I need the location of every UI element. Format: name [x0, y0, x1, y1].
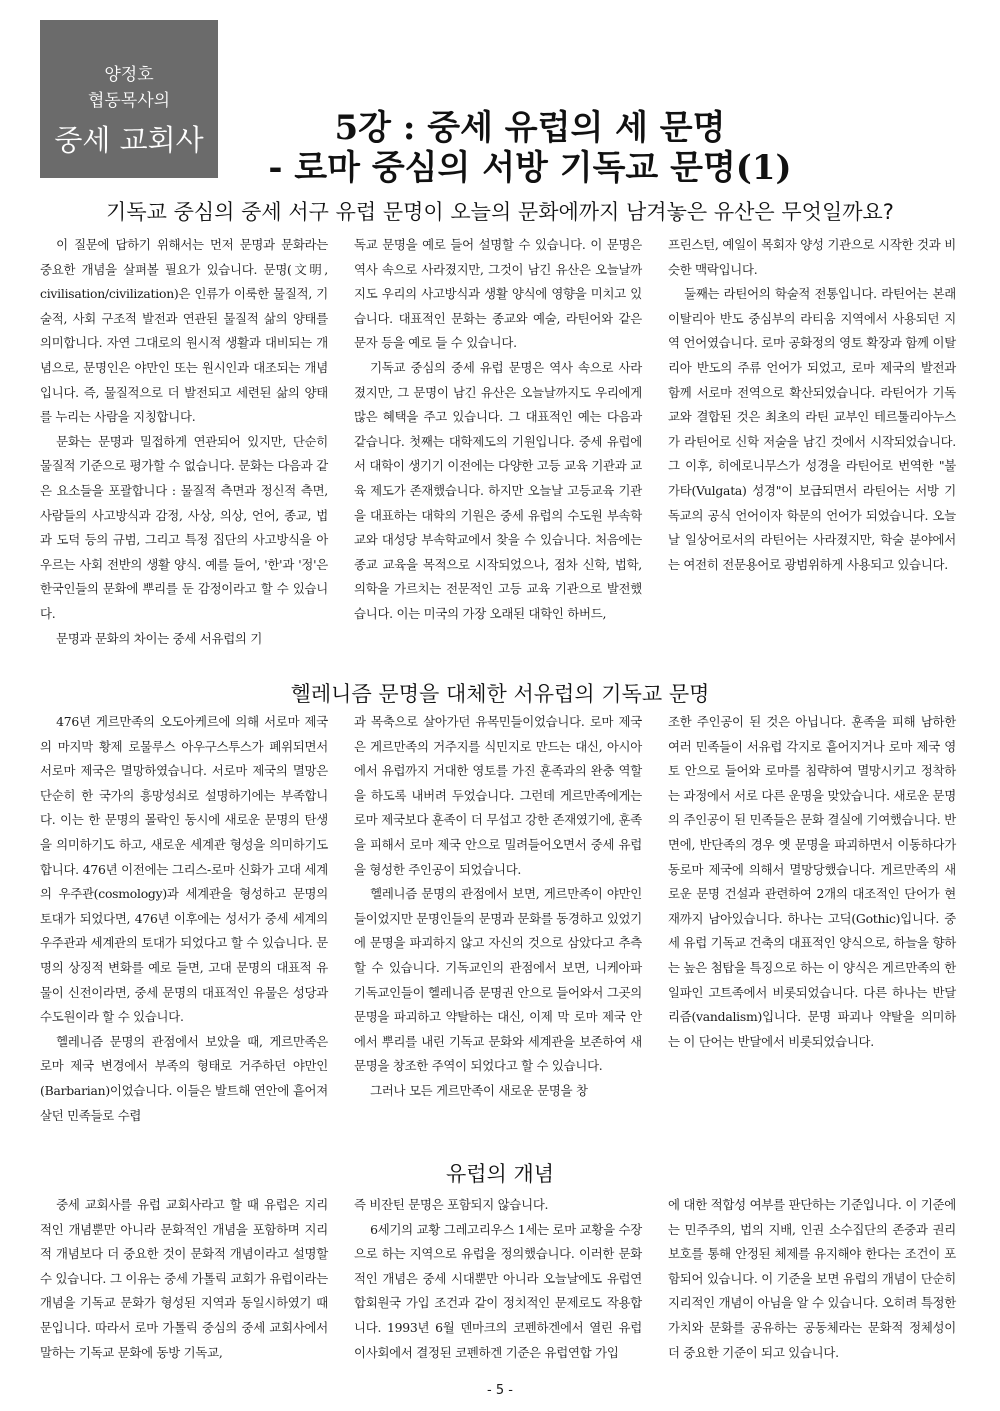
- section1-column2: [354, 233, 642, 627]
- page-number: - 5 -: [487, 1383, 513, 1398]
- article-title-line1: 5강 : 중세 유럽의 세 문명: [334, 108, 726, 148]
- paragraph: 둘째는 라틴어의 학술적 전통입니다. 라틴어는 본래 이탈리아 반도 중심부의 라티움 지역에서 사용되던 지역 언어였습니다. 로마 공화정의 영토 확장과 함께 이탈리아 반도의 주류 언어가 되었고, 로마 제국의 발전과 함께 서로마 전역으로 확산되었습니다. 라틴어가 기독교와 결합된 것은 최초의 라틴 교부인 테르툴리아누스가 라틴어로 신학 저술을 남긴 것에서 시작되었습니다. 그 이후, 히에로니무스가 성경을 라틴어로 번역한 "불가타(Vulgata) 성경"이 보급되면서 라틴어는 서방 기독교의 공식 언어이자 학문의 언어가 되었습니다. 오늘날 일상어로서의 라틴어는 사라졌지만, 학술 분야에서는 여전히 전문용어로 광범위하게 사용되고 있습니다.: [668, 286, 956, 572]
- author-name: 양정호: [104, 65, 154, 85]
- series-badge: [40, 20, 218, 178]
- section1-column3: [668, 233, 956, 577]
- section2-column3: [668, 710, 956, 1054]
- section3-column1: [40, 1193, 328, 1365]
- paragraph: 문화는 문명과 밀접하게 연관되어 있지만, 단순히 물질적 기준으로 평가할 수 없습니다. 문화는 다음과 같은 요소들을 포괄합니다 : 물질적 측면과 정신적 측면, 사람들의 사고방식과 감정, 사상, 의상, 언어, 종교, 법과 도덕 등의 규범, 그리고 특정 집단의 사고방식을 아우르는 사회 전반의 생활 양식. 예를 들어, '한'과 '정'은 한국인들의 문화에 뿌리를 둔 감정이라고 할 수 있습니다.: [40, 433, 328, 621]
- section3-column3: [668, 1193, 956, 1365]
- paragraph: 독교 문명을 예로 들어 설명할 수 있습니다. 이 문명은 역사 속으로 사라졌지만, 그것이 남긴 유산은 오늘날까지도 우리의 사고방식과 생활 양식에 영향을 미치고 있습니다. 대표적인 문화는 종교와 예술, 라틴어와 같은 문자 등을 예로 들 수 있습니다.: [354, 237, 642, 351]
- article-title-line2: - 로마 중심의 서방 기독교 문명(1): [268, 148, 792, 188]
- paragraph: 기독교 중심의 중세 유럽 문명은 역사 속으로 사라졌지만, 그 문명이 남긴 유산은 오늘날까지도 우리에게 많은 혜택을 주고 있습니다. 그 대표적인 예는 다음과 같습니다. 첫째는 대학제도의 기원입니다. 중세 유럽에서 대학이 생기기 이전에는 다양한 고등 교육 기관과 교육 제도가 존재했습니다. 하지만 오늘날 고등교육 기관을 대표하는 대학의 기원은 중세 유럽의 수도원 부속학교와 대성당 부속학교에서 찾을 수 있습니다. 처음에는 종교 교육을 목적으로 시작되었으나, 점차 신학, 법학, 의학을 가르치는 전문적인 고등 교육 기관으로 발전했습니다. 이는 미국의 가장 오래된 대학인 하버드,: [354, 359, 642, 621]
- paragraph: 즉 비잔틴 문명은 포함되지 않습니다.: [354, 1197, 549, 1212]
- paragraph: 프린스턴, 예일이 목회자 양성 기관으로 시작한 것과 비슷한 맥락입니다.: [668, 237, 956, 277]
- section2-column2: [354, 710, 642, 1104]
- paragraph: 6세기의 교황 그레고리우스 1세는 로마 교황을 수장으로 하는 지역으로 유럽을 정의했습니다. 이러한 문화적인 개념은 중세 시대뿐만 아니라 오늘날에도 유럽연합회원국 가입 조건과 같이 정치적인 문제로도 작용합니다. 1993년 6월 덴마크의 코펜하겐에서 열린 유럽 이사회에서 결정된 코펜하겐 기준은 유럽연합 가입: [354, 1221, 642, 1360]
- series-title: 중세 교회사: [54, 123, 204, 157]
- paragraph: 이 질문에 답하기 위해서는 먼저 문명과 문화라는 중요한 개념을 살펴볼 필요가 있습니다. 문명(文明, civilisation/civilization)은 인류가 이룩한 물질적, 기술적, 사회 구조적 발전과 연관된 물질적 삶의 양태를 의미합니다. 자연 그대로의 원시적 생활과 대비되는 개념으로, 문명인은 야만인 또는 원시인과 대조되는 개념입니다. 즉, 물질적으로 더 발전되고 세련된 삶의 양태를 누리는 사람을 지칭합니다.: [40, 237, 328, 425]
- paragraph: 헬레니즘 문명의 관점에서 보았을 때, 게르만족은 로마 제국 변경에서 부족의 형태로 거주하던 야만인(Barbarian)이었습니다. 이들은 발트해 연안에 흩어져 살던 민족들로 수렵: [40, 1033, 328, 1123]
- paragraph: 조한 주인공이 된 것은 아닙니다. 훈족을 피해 남하한 여러 민족들이 서유럽 각지로 흩어지거나 로마 제국 영토 안으로 들어와 로마를 침략하여 멸망시키고 정착하는 과정에서 서로 다른 운명을 맞았습니다. 새로운 문명의 주인공이 된 민족들은 문화 결실에 기여했습니다. 반면에, 반단족의 경우 옛 문명을 파괴하면서 이동하다가 동로마 제국에 의해서 멸망당했습니다. 게르만족의 새로운 문명 건설과 관련하여 2개의 대조적인 단어가 현재까지 남아있습니다. 하나는 고딕(Gothic)입니다. 중세 유럽 기독교 건축의 대표적인 양식으로, 하늘을 향하는 높은 첨탑을 특징으로 하는 이 양식은 게르만족의 한 일파인 고트족에서 비롯되었습니다. 다른 하나는 반달리즘(vandalism)입니다. 문명 파괴나 약탈을 의미하는 이 단어는 반달에서 비롯되었습니다.: [668, 714, 956, 1049]
- section3-column2: [354, 1193, 642, 1365]
- paragraph: 중세 교회사를 유럽 교회사라고 할 때 유럽은 지리적인 개념뿐만 아니라 문화적인 개념을 포함하며 지리적 개념보다 더 중요한 것이 문화적 개념이라고 설명할 수 있습니다. 그 이유는 중세 가톨릭 교회가 유럽이라는 개념을 기독교 문화가 형성된 지역과 동일시하였기 때문입니다. 따라서 로마 가톨릭 중심의 중세 교회사에서 말하는 기독교 문화에 동방 기독교,: [40, 1197, 328, 1360]
- paragraph: 헬레니즘 문명의 관점에서 보면, 게르만족이 야만인들이었지만 문명인들의 문명과 문화를 동경하고 있었기에 문명을 파괴하지 않고 자신의 것으로 삼았다고 추측할 수 있습니다. 기독교인의 관점에서 보면, 니케아파 기독교인들이 헬레니즘 문명권 안으로 들어와서 그곳의 문명을 파괴하고 약탈하는 대신, 이제 막 로마 제국 안에서 뿌리를 내린 기독교 문화와 세계관을 보존하여 새 문명을 창조한 주역이 되었다고 할 수 있습니다.: [354, 886, 642, 1074]
- paragraph: 에 대한 적합성 여부를 판단하는 기준입니다. 이 기준에는 민주주의, 법의 지배, 인권 소수집단의 존중과 권리보호를 통해 안정된 체제를 유지해야 한다는 조건이 포함되어 있습니다. 이 기준을 보면 유럽의 개념이 단순히 지리적인 개념이 아님을 알 수 있습니다. 오히려 특정한 가치와 문화를 공유하는 공동체라는 문화적 정체성이 더 중요한 기준이 되고 있습니다.: [668, 1197, 956, 1360]
- author-role: 협동목사의: [87, 91, 171, 111]
- paragraph: 476년 게르만족의 오도아케르에 의해 서로마 제국의 마지막 황제 로물루스 아우구스투스가 폐위되면서 서로마 제국은 멸망하였습니다. 서로마 제국의 멸망은 단순히 한 국가의 흥망성쇠로 설명하기에는 부족합니다. 이는 한 문명의 몰락인 동시에 새로운 문명의 탄생을 의미하기도 하고, 새로운 세계관 형성을 의미하기도 합니다. 476년 이전에는 그리스-로마 신화가 고대 세계의 우주관(cosmology)과 세계관을 형성하고 문명의 토대가 되었다면, 476년 이후에는 성서가 중세 세계의 우주관과 세계관의 토대가 되었다고 할 수 있습니다. 문명의 상징적 변화를 예로 들면, 고대 문명의 대표적 유물이 신전이라면, 중세 문명의 대표적인 유물은 성당과 수도원이라 할 수 있습니다.: [40, 714, 328, 1025]
- paragraph: 과 목축으로 살아가던 유목민들이었습니다. 로마 제국은 게르만족의 거주지를 식민지로 만드는 대신, 아시아에서 유럽까지 거대한 영토를 가진 훈족과의 완충 역할을 하도록 내버려 두었습니다. 그런데 게르만족에게는 로마 제국보다 훈족이 더 무섭고 강한 존재였기에, 훈족을 피해서 로마 제국 안으로 밀려들어오면서 중세 유럽을 형성한 주인공이 되었습니다.: [354, 714, 642, 877]
- article-subtitle: 기독교 중심의 중세 서구 유럽 문명이 오늘의 문화에까지 남겨놓은 유산은 무엇일까요?: [106, 200, 894, 224]
- section1-column1: [40, 233, 328, 651]
- section2-column1: [40, 710, 328, 1128]
- section3-heading: 유럽의 개념: [445, 1162, 555, 1186]
- paragraph: 그러나 모든 게르만족이 새로운 문명을 창: [370, 1082, 588, 1098]
- section2-heading: 헬레니즘 문명을 대체한 서유럽의 기독교 문명: [290, 682, 710, 706]
- paragraph: 문명과 문화의 차이는 중세 서유럽의 기: [56, 630, 263, 646]
